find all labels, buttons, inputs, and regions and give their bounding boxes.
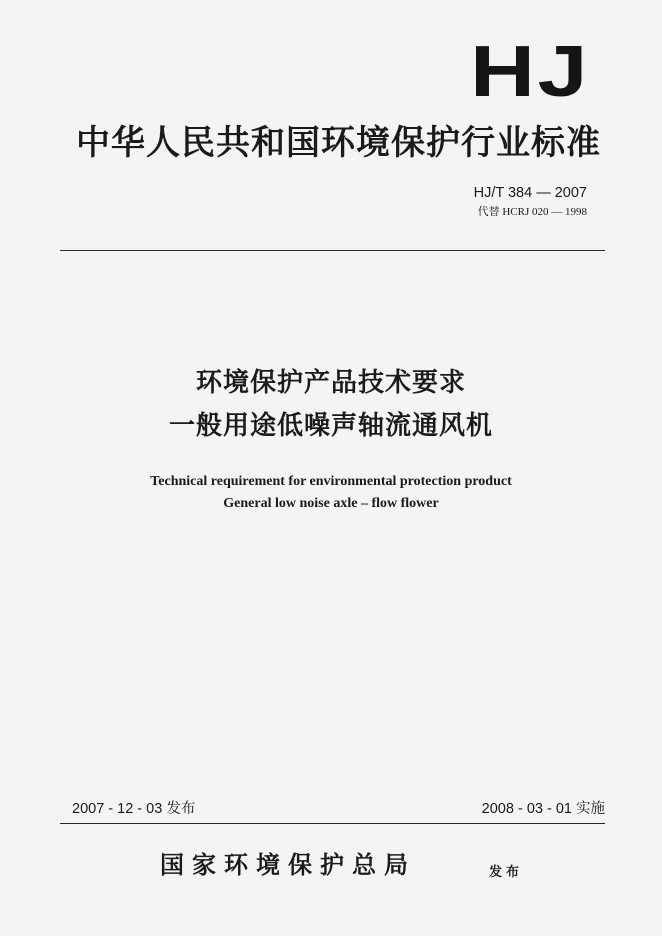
english-title-line-2: General low noise axle – flow flower — [223, 496, 439, 511]
chinese-title-line-2: 一般用途低噪声轴流通风机 — [168, 411, 493, 441]
top-divider — [60, 250, 605, 251]
publisher-name: 国家环境保护总局 — [160, 851, 416, 879]
standard-number: HJ/T 384 — 2007 — [473, 185, 587, 201]
bottom-divider — [60, 823, 605, 824]
publish-label: 发布 — [489, 865, 524, 880]
issuing-authority-title: 中华人民共和国环境保护行业标准 — [76, 123, 601, 163]
hj-logo: HJ — [469, 32, 590, 112]
implementation-date: 2008 - 03 - 01 实施 — [481, 801, 605, 817]
issue-date: 2007 - 12 - 03 发布 — [72, 801, 196, 817]
chinese-title-line-1: 环境保护产品技术要求 — [195, 368, 466, 398]
english-title-line-1: Technical requirement for environmental protection product — [150, 474, 512, 489]
replaces-standard: 代替 HCRJ 020 — 1998 — [477, 206, 587, 218]
